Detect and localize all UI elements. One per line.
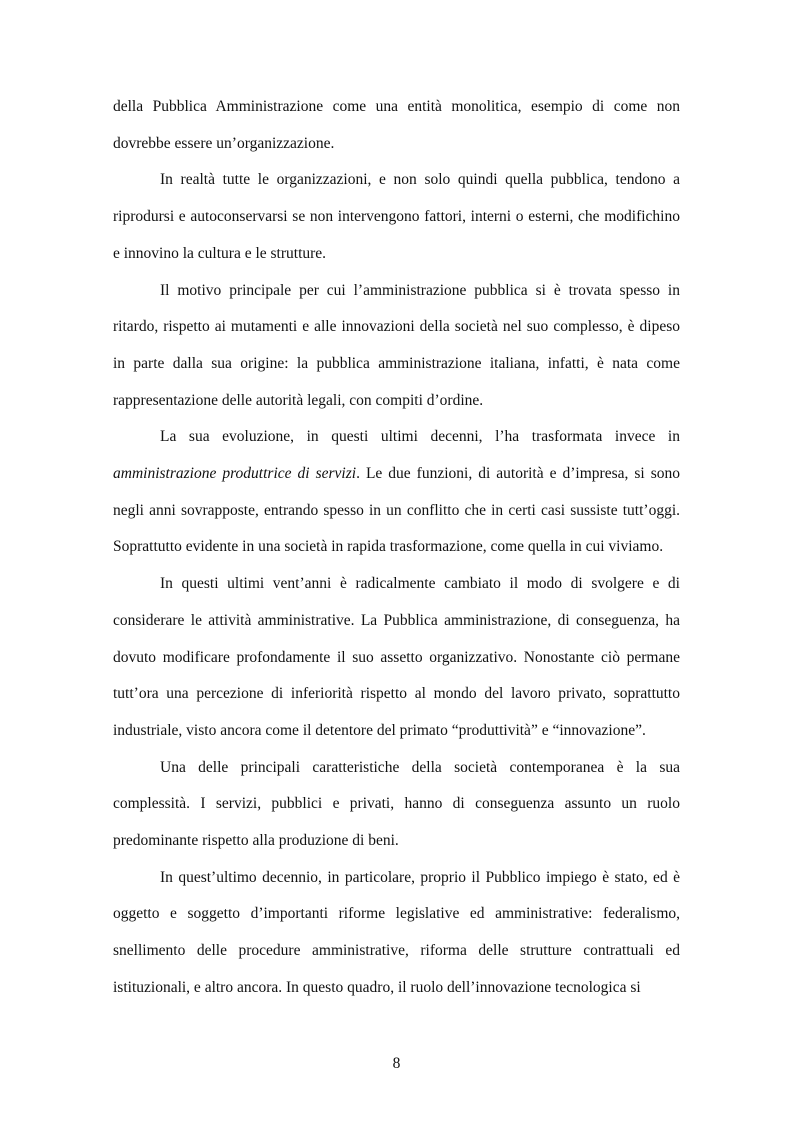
page-number: 8	[392, 1055, 401, 1072]
paragraph-4	[113, 419, 680, 566]
document-page	[113, 89, 680, 1007]
paragraph-5: In questi ultimi vent’anni è radicalmente cambiato il modo di svolgere e di considerare le attività amministrative. La Pubblica amministrazione, di conseguenza, ha dovuto modificare profondamente il suo assetto organizzativo. Nonostante ciò permane tutt’ora una percezione di inferiorità rispetto al mondo del lavoro privato, soprattutto industriale, visto ancora come il detentore del primato “produttività” e “innovazione”.	[113, 575, 680, 739]
paragraph-1: della Pubblica Amministrazione come una entità monolitica, esempio di come non dovrebbe essere un’organizzazione.	[113, 98, 680, 152]
paragraph-4-lead: La sua evoluzione, in questi ultimi decenni, l’ha trasformata invece in	[160, 428, 680, 446]
paragraph-4-tail: . Le due funzioni, di autorità e d’impresa, si sono negli anni sovrapposte, entrando spesso in un conflitto che in certi casi sussiste tutt’oggi. Soprattutto evidente in una società in rapida trasformazione, come quella in cui viviamo.	[113, 465, 681, 556]
paragraph-6: Una delle principali caratteristiche della società contemporanea è la sua complessità. I servizi, pubblici e privati, hanno di conseguenza assunto un ruolo predominante rispetto alla produzione di beni.	[113, 758, 680, 850]
paragraph-7: In quest’ultimo decennio, in particolare, proprio il Pubblico impiego è stato, ed è oggetto e soggetto d’importanti riforme legislative ed amministrative: federalismo, snellimento delle procedure amministrative, riforma delle strutture contrattuali ed istituzionali, e altro ancora. In questo quadro, il ruolo dell’innovazione tecnologica si	[113, 868, 680, 996]
paragraph-2: In realtà tutte le organizzazioni, e non solo quindi quella pubblica, tendono a riprodursi e autoconservarsi se non intervengono fattori, interni o esterni, che modifichino e innovino la cultura e le strutture.	[113, 171, 680, 262]
paragraph-4-italic-term: amministrazione produttrice di servizi	[113, 465, 357, 483]
paragraph-3: Il motivo principale per cui l’amministrazione pubblica si è trovata spesso in ritardo, rispetto ai mutamenti e alle innovazioni della società nel suo complesso, è dipeso in parte dalla sua origine: la pubblica amministrazione italiana, infatti, è nata come rappresentazione delle autorità legali, con compiti d’ordine.	[113, 281, 680, 409]
